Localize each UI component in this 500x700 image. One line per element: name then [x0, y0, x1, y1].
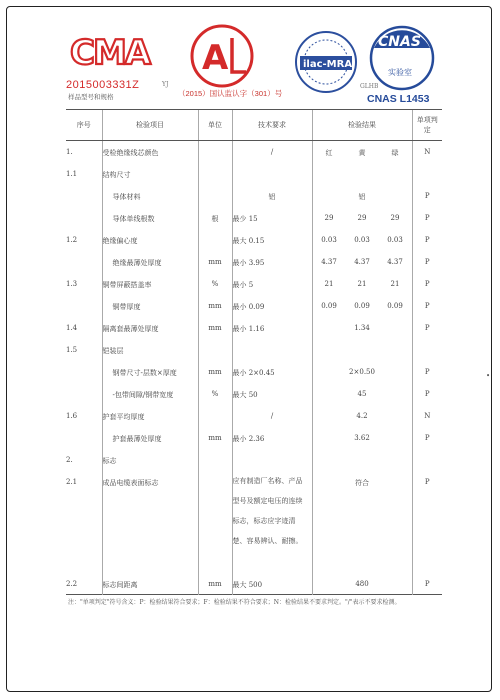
row-number [66, 427, 102, 449]
result-value: 45 [357, 389, 367, 398]
result-value: 4.2 [356, 411, 368, 420]
row-item: 导体单线根数 [102, 207, 198, 229]
result-value: 2×0.50 [349, 367, 375, 376]
row-number [66, 361, 102, 383]
row-verdict: P [412, 471, 442, 573]
row-result [312, 339, 412, 361]
row-unit [198, 163, 232, 185]
row-unit: mm [198, 427, 232, 449]
column-header-result: 检验结果 [312, 110, 412, 141]
row-unit [198, 449, 232, 471]
table-row [66, 251, 442, 273]
row-verdict: P [412, 251, 442, 273]
row-number: 1.4 [66, 323, 78, 332]
result-value: 绿 [391, 149, 399, 157]
row-number: 1. [66, 148, 73, 156]
row-result [312, 207, 412, 229]
row-item: 成品电缆表面标志 [102, 471, 198, 573]
row-verdict [412, 163, 442, 185]
row-number: 2. [66, 455, 73, 464]
row-item: 铜带屏蔽搭盖率 [102, 273, 198, 295]
row-requirement: 最少 15 [232, 207, 312, 229]
row-unit: mm [198, 251, 232, 273]
cal-logo-icon [192, 26, 252, 86]
result-value: 29 [390, 213, 400, 222]
table-row [66, 449, 442, 471]
row-requirement: 最小 2×0.45 [232, 361, 312, 383]
row-number: 1.3 [66, 279, 78, 288]
table-row [66, 405, 442, 427]
row-result [312, 163, 412, 185]
row-verdict: P [412, 427, 442, 449]
row-verdict: P [412, 573, 442, 595]
row-requirement: 最大 500 [232, 573, 312, 595]
table-row [66, 573, 442, 595]
row-result [312, 185, 412, 207]
row-result [312, 251, 412, 273]
row-item: 绝缘偏心度 [102, 229, 198, 251]
row-unit: mm [198, 361, 232, 383]
svg-text:实验室: 实验室 [388, 68, 412, 77]
row-result [312, 405, 412, 427]
sample-model-label: 样品型号和规格 [68, 93, 114, 101]
result-value: 29 [357, 213, 367, 222]
row-requirement [232, 339, 312, 361]
result-value: 4.37 [321, 257, 337, 266]
result-value: 480 [355, 579, 369, 588]
row-unit: mm [198, 317, 232, 339]
sample-model-code: YJ [162, 81, 169, 88]
row-item: 受检绝缘线芯颜色 [102, 141, 198, 163]
result-value: 黄 [358, 149, 366, 157]
row-item: 隔离套最薄处厚度 [102, 317, 198, 339]
table-row [66, 163, 442, 185]
row-number: 1.6 [66, 411, 78, 420]
result-value: 0.09 [387, 301, 403, 310]
row-unit: % [198, 273, 232, 295]
row-unit [198, 141, 232, 163]
result-value: 21 [357, 279, 367, 288]
row-requirement: 最大 50 [232, 383, 312, 405]
row-requirement: 应有制造厂名称、产品型号及额定电压的连续标志，标志应字迹清楚、容易辨认、耐擦。 [232, 471, 312, 573]
row-unit: % [198, 383, 232, 405]
row-item: 钢带尺寸-层数×厚度 [102, 361, 198, 383]
row-requirement: 最小 2.36 [232, 427, 312, 449]
table-row [66, 471, 442, 573]
result-value: 铝 [358, 192, 366, 201]
result-value: 29 [324, 213, 334, 222]
row-item: 铠装层 [102, 339, 198, 361]
row-item: 标志间距离 [102, 573, 198, 595]
table-row [66, 383, 442, 405]
row-requirement: / [232, 141, 312, 163]
column-header-verdict: 单项判定 [412, 110, 442, 141]
row-requirement: 最小 5 [232, 273, 312, 295]
row-number [66, 295, 102, 317]
row-verdict [412, 339, 442, 361]
cnas-logo-icon [371, 27, 433, 89]
result-value: 0.03 [321, 235, 337, 244]
row-unit: 根 [198, 207, 232, 229]
row-number [66, 207, 102, 229]
row-unit: mm [198, 295, 232, 317]
row-result [312, 317, 412, 339]
row-requirement: 最小 1.16 [232, 317, 312, 339]
row-requirement [232, 163, 312, 185]
row-unit [198, 339, 232, 361]
row-requirement: 最大 0.15 [232, 229, 312, 251]
row-number: 1.1 [66, 169, 78, 178]
column-header-no: 序号 [66, 110, 102, 141]
row-verdict: N [412, 405, 442, 427]
row-verdict: P [412, 295, 442, 317]
row-verdict [412, 449, 442, 471]
table-row [66, 361, 442, 383]
row-verdict: P [412, 383, 442, 405]
row-result [312, 427, 412, 449]
result-value: 0.09 [354, 301, 370, 310]
column-header-unit: 单位 [198, 110, 232, 141]
side-mark: • [486, 372, 491, 380]
ilac-mra-logo-icon [296, 32, 356, 92]
row-verdict: N [412, 141, 442, 163]
row-number: 2.2 [66, 579, 78, 588]
row-requirement [232, 449, 312, 471]
svg-text:ilac-MRA: ilac-MRA [303, 59, 353, 70]
row-number: 1.2 [66, 235, 78, 244]
result-value: 4.37 [387, 257, 403, 266]
row-unit [198, 471, 232, 573]
row-item: 铜带厚度 [102, 295, 198, 317]
row-unit [198, 405, 232, 427]
svg-text:CMA: CMA [70, 33, 150, 73]
row-unit [198, 185, 232, 207]
result-value: 符合 [355, 478, 369, 487]
result-value: 4.37 [354, 257, 370, 266]
row-number [66, 383, 102, 405]
column-header-requirement: 技术要求 [232, 110, 312, 141]
table-row [66, 339, 442, 361]
result-value: 21 [324, 279, 334, 288]
row-item: 结构尺寸 [102, 163, 198, 185]
cnas-certificate-number: CNAS L1453 [367, 93, 430, 105]
row-verdict: P [412, 207, 442, 229]
row-requirement: / [232, 405, 312, 427]
table-row [66, 273, 442, 295]
row-verdict: P [412, 317, 442, 339]
row-item: -包带间隙/钢带宽度 [102, 383, 198, 405]
row-item: 标志 [102, 449, 198, 471]
footnote: 注："单项判定"符号含义：P：检验结果符合要求；F：检验结果不符合要求；N：检验结果不要求判定。"/"表示不要求检测。 [68, 599, 401, 606]
inspection-table [66, 109, 442, 595]
table-row [66, 295, 442, 317]
row-number: 1.5 [66, 345, 78, 354]
svg-text:CNAS: CNAS [378, 34, 421, 50]
table-row [66, 229, 442, 251]
result-value: 0.09 [321, 301, 337, 310]
row-requirement: 最小 3.95 [232, 251, 312, 273]
row-result [312, 361, 412, 383]
row-verdict: P [412, 273, 442, 295]
row-requirement: 最小 0.09 [232, 295, 312, 317]
row-result [312, 141, 412, 163]
row-result [312, 295, 412, 317]
row-result [312, 229, 412, 251]
row-result [312, 573, 412, 595]
result-value: 红 [325, 149, 333, 157]
table-row [66, 427, 442, 449]
row-item: 护套平均厚度 [102, 405, 198, 427]
row-verdict: P [412, 361, 442, 383]
table-row [66, 317, 442, 339]
result-value: 0.03 [387, 235, 403, 244]
row-unit: mm [198, 573, 232, 595]
table-row [66, 141, 442, 163]
row-verdict: P [412, 185, 442, 207]
row-verdict: P [412, 229, 442, 251]
cma-logo-icon [70, 33, 152, 73]
result-value: 21 [390, 279, 400, 288]
row-requirement: 铝 [232, 185, 312, 207]
column-header-item: 检验项目 [102, 110, 198, 141]
row-result [312, 383, 412, 405]
table-header-row [66, 110, 442, 141]
row-result [312, 471, 412, 573]
row-number: 2.1 [66, 477, 78, 486]
cal-certificate-number: （2015）国认监认字（301）号 [178, 89, 283, 98]
svg-text:A: A [202, 38, 229, 78]
row-item: 绝缘最薄处厚度 [102, 251, 198, 273]
row-result [312, 273, 412, 295]
row-item: 导体材料 [102, 185, 198, 207]
cma-certificate-number: 2015003331Z [66, 79, 140, 91]
row-number [66, 251, 102, 273]
report-code: GLHB [360, 83, 379, 90]
table-row [66, 185, 442, 207]
result-value: 0.03 [354, 235, 370, 244]
row-unit [198, 229, 232, 251]
result-value: 1.34 [354, 323, 370, 332]
row-number [66, 185, 102, 207]
row-result [312, 449, 412, 471]
table-row [66, 207, 442, 229]
result-value: 3.62 [354, 433, 370, 442]
row-item: 护套最薄处厚度 [102, 427, 198, 449]
